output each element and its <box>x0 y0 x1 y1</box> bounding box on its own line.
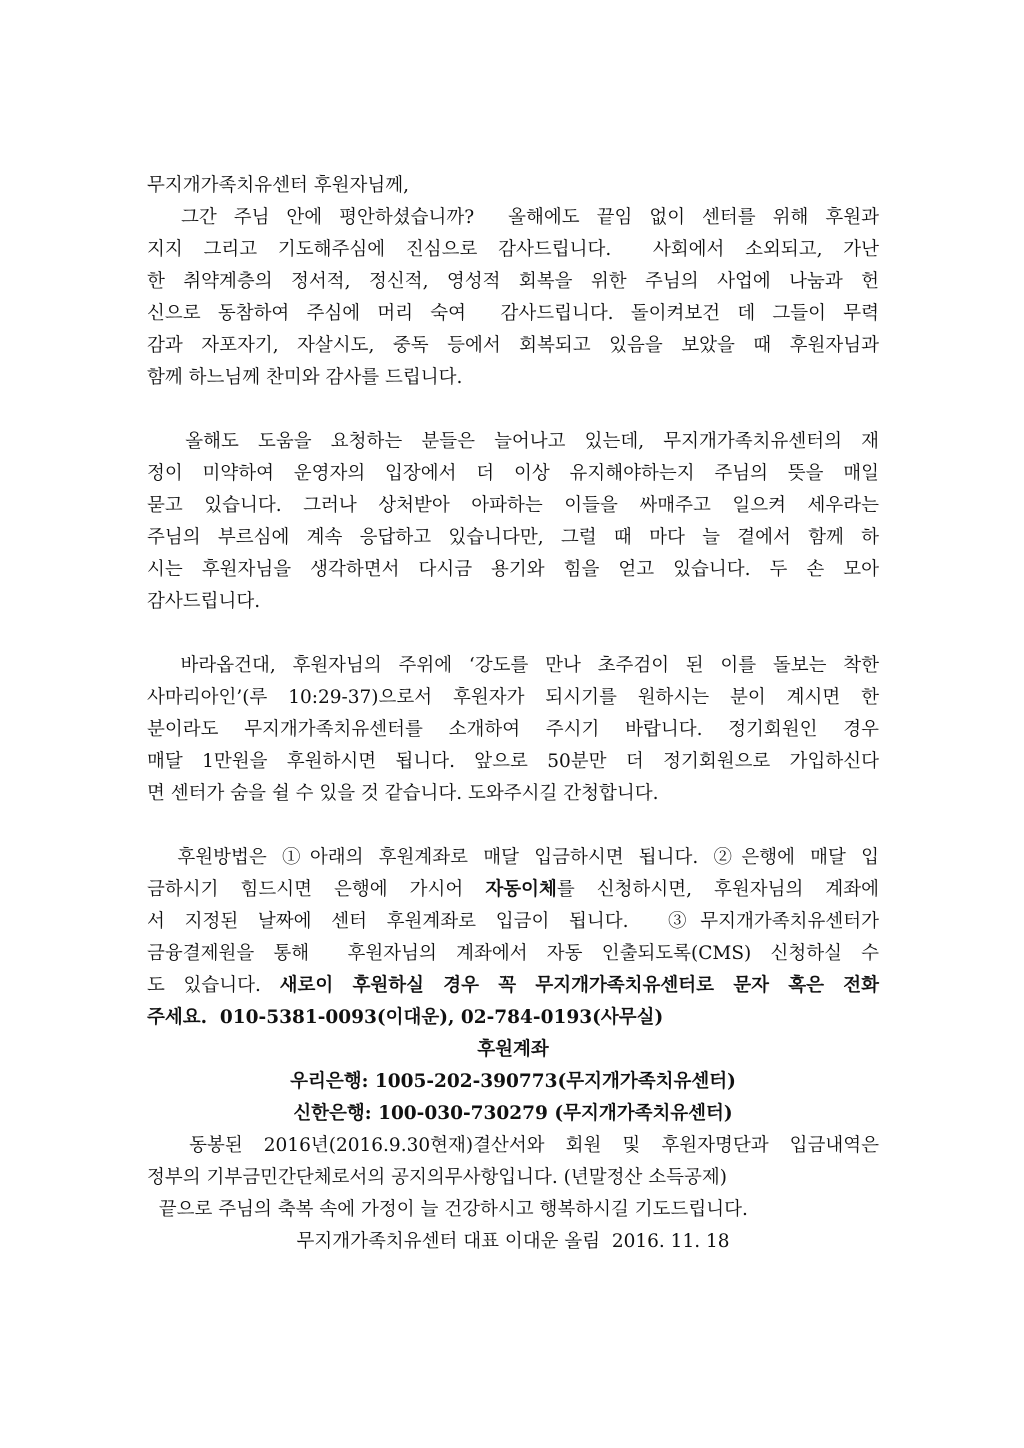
closing-line: 끝으로 주님의 축복 속에 가정이 늘 건강하시고 행복하시길 기도드립니다. <box>147 1199 748 1220</box>
paragraph-line: 분이라도 무지개가족치유센터를 소개하여 주시기 바랍니다. 정기회원인 경우 <box>147 719 879 740</box>
paragraph-line <box>147 970 879 1002</box>
paragraph-line: 주님의 부르심에 계속 응답하고 있습니다만, 그럴 때 마다 늘 곁에서 함께 하 <box>147 527 879 548</box>
closing-line: 정부의 기부금민간단체로서의 공지의무사항입니다. (년말정산 소득공제) <box>147 1167 727 1188</box>
text-segment: 도 있습니다. <box>147 975 280 996</box>
paragraph-line: 면 센터가 숨을 쉴 수 있을 것 같습니다. 도와주시길 간청합니다. <box>147 783 659 804</box>
paragraph-line: 묻고 있습니다. 그러나 상처받아 아파하는 이들을 싸매주고 일으켜 세우라는 <box>147 495 879 516</box>
paragraph-spacer <box>147 618 879 650</box>
paragraph-spacer <box>147 810 879 842</box>
account-woori: 우리은행: 1005-202-390773(무지개가족치유센터) <box>290 1071 736 1092</box>
greeting: 무지개가족치유센터 후원자님께, <box>147 175 409 196</box>
paragraph-line: 금융결제원을 통해 후원자님의 계좌에서 자동 인출되도록(CMS) 신청하실 수 <box>147 943 879 964</box>
contact-request-emphasis: 새로이 후원하실 경우 꼭 무지개가족치유센터로 문자 혹은 전화 <box>279 975 880 996</box>
text-segment: 금하시기 힘드시면 은행에 가시어 <box>147 879 486 900</box>
donation-accounts <box>147 1034 879 1130</box>
paragraph-line: 한 취약계층의 정서적, 정신적, 영성적 회복을 위한 주님의 사업에 나눔과 헌 <box>147 271 879 292</box>
paragraph-line: 서 지정된 날짜에 센터 후원계좌로 입금이 됩니다. ③무지개가족치유센터가 <box>147 911 879 932</box>
paragraph-line: 감사드립니다. <box>147 591 261 612</box>
paragraph-line: 함께 하느님께 찬미와 감사를 드립니다. <box>147 367 463 388</box>
accounts-title: 후원계좌 <box>477 1039 549 1060</box>
paragraph-2 <box>147 426 879 618</box>
letter-page <box>147 170 879 1258</box>
paragraph-line: 감과 자포자기, 자살시도, 중독 등에서 회복되고 있음을 보았을 때 후원자님과 <box>147 335 879 356</box>
paragraph-line: 정이 미약하여 운영자의 입장에서 더 이상 유지해야하는지 주님의 뜻을 매일 <box>147 463 879 484</box>
closing-line: 동봉된 2016년(2016.9.30현재)결산서와 회원 및 후원자명단과 입금내역은 <box>147 1135 879 1156</box>
paragraph-line: 그간 주님 안에 평안하셨습니까? 올해에도 끝임 없이 센터를 위해 후원과 <box>147 207 879 228</box>
paragraph-line: 올해도 도움을 요청하는 분들은 늘어나고 있는데, 무지개가족치유센터의 재 <box>147 431 879 452</box>
paragraph-line <box>147 874 879 906</box>
paragraph-line: 매달 1만원을 후원하시면 됩니다. 앞으로 50분만 더 정기회원으로 가입하신다 <box>147 751 879 772</box>
paragraph-line: 시는 후원자님을 생각하면서 다시금 용기와 힘을 얻고 있습니다. 두 손 모아 <box>147 559 879 580</box>
paragraph-line: 지지 그리고 기도해주심에 진심으로 감사드립니다. 사회에서 소외되고, 가난 <box>147 239 879 260</box>
paragraph-line: 바라옵건대, 후원자님의 주위에 ‘강도를 만나 초주검이 된 이를 돌보는 착한 <box>147 655 879 676</box>
text-segment: 를 신청하시면, 후원자님의 계좌에 <box>556 879 880 900</box>
account-shinhan: 신한은행: 100-030-730279 (무지개가족치유센터) <box>293 1103 733 1124</box>
paragraph-spacer <box>147 394 879 426</box>
paragraph-line: 신으로 동참하여 주심에 머리 숙여 감사드립니다. 돌이켜보건 데 그들이 무력 <box>147 303 879 324</box>
paragraph-line: 후원방법은 ①아래의 후원계좌로 매달 입금하시면 됩니다. ②은행에 매달 입 <box>147 847 879 868</box>
auto-transfer-emphasis: 자동이체 <box>485 879 557 900</box>
signature: 무지개가족치유센터 대표 이대운 올림 2016. 11. 18 <box>296 1231 730 1252</box>
closing <box>147 1130 879 1226</box>
paragraph-line: 사마리아인’(루 10:29-37)으로서 후원자가 되시기를 원하시는 분이 계시면 한 <box>147 687 879 708</box>
paragraph-3 <box>147 650 879 810</box>
contact-phone-numbers: 주세요. 010-5381-0093(이대운), 02-784-0193(사무실) <box>147 1007 664 1028</box>
paragraph-1 <box>147 202 879 394</box>
paragraph-4 <box>147 842 879 1034</box>
